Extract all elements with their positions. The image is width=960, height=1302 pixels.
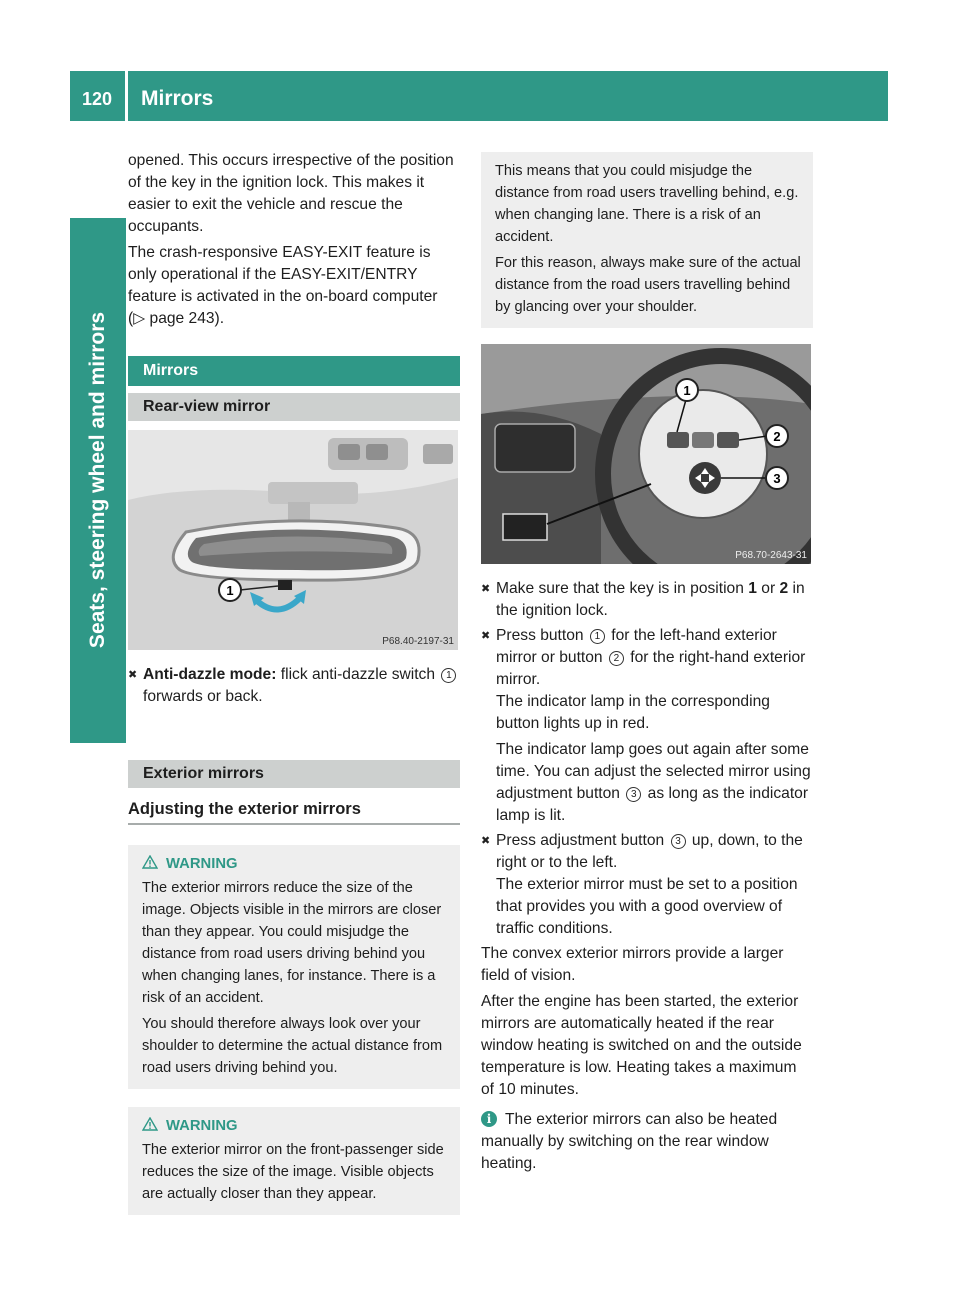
left-column bbox=[128, 150, 460, 1215]
instruction-step: ✖ Press button 1 for the left-hand exterior mirror or button 2 for the right-hand exterior mirror. The indicator lamp in the corresponding button lights up in red. The indicator lamp goes out again after some time. You can adjust the selected mirror using adjustment button 3 as long as the indicator lamp is lit. bbox=[481, 625, 813, 827]
step-arrow-icon: ✖ bbox=[128, 669, 138, 681]
callout-ref: 2 bbox=[609, 651, 624, 666]
warning-triangle-icon bbox=[142, 855, 158, 869]
paragraph: The crash-responsive EASY-EXIT feature is only operational if the EASY-EXIT/ENTRY feature is activated in the on-board computer (▷ page 243). bbox=[128, 244, 438, 327]
paragraph: opened. This occurs irrespective of the position of the key in the ignition lock. This makes it easier to exit the vehicle and rescue the occupants. bbox=[128, 152, 454, 235]
heading-adjusting-exterior-mirrors: Adjusting the exterior mirrors bbox=[128, 797, 460, 825]
warning-box bbox=[128, 1107, 460, 1215]
callout-ref: 3 bbox=[626, 787, 641, 802]
heading-exterior-mirrors: Exterior mirrors bbox=[128, 760, 460, 788]
rear-view-mirror-figure bbox=[128, 430, 458, 650]
instruction-step: ✖ Anti-dazzle mode: flick anti-dazzle switch 1 forwards or back. bbox=[128, 664, 460, 708]
figure-code: P68.70-2643-31 bbox=[735, 550, 807, 561]
step-arrow-icon: ✖ bbox=[481, 630, 491, 642]
warning-title: WARNING bbox=[166, 856, 238, 872]
warning-text: You should therefore always look over your shoulder to determine the actual distance from road users driving behind you. bbox=[142, 1016, 443, 1076]
info-icon: i bbox=[481, 1111, 497, 1127]
header-divider bbox=[125, 71, 128, 121]
info-note: i The exterior mirrors can also be heated manually by switching on the rear window heating. bbox=[481, 1111, 778, 1172]
paragraph: The convex exterior mirrors provide a larger field of vision. bbox=[481, 945, 784, 984]
rear-view-mirror-illustration bbox=[128, 430, 458, 650]
callout-ref: 3 bbox=[671, 834, 686, 849]
step-arrow-icon: ✖ bbox=[481, 835, 491, 847]
page-number: 120 bbox=[82, 89, 113, 109]
callout-2: 2 bbox=[773, 429, 781, 444]
callout-ref: 1 bbox=[590, 629, 605, 644]
warning-box bbox=[128, 845, 460, 1089]
heading-mirrors: Mirrors bbox=[128, 356, 460, 386]
step-arrow-icon: ✖ bbox=[481, 583, 491, 595]
warning-text: The exterior mirrors reduce the size of the image. Objects visible in the mirrors are closer than they appear. You could misjudge the distance from road users driving behind you when changing lanes, for instance. There is a risk of an accident. bbox=[142, 880, 442, 1006]
figure-code: P68.40-2197-31 bbox=[382, 636, 454, 647]
warning-text: For this reason, always make sure of the actual distance from the road users travelling behind by glancing over your shoulder. bbox=[495, 255, 801, 315]
warning-continuation-box bbox=[481, 152, 813, 328]
chapter-label: Seats, steering wheel and mirrors bbox=[86, 311, 109, 649]
page-reference-link[interactable]: (▷ page 243). bbox=[128, 310, 225, 327]
callout-ref: 1 bbox=[441, 668, 456, 683]
step-result: The exterior mirror must be set to a position that provides you with a good overview of traffic conditions. bbox=[496, 876, 798, 937]
step-note: The indicator lamp goes out again after some time. You can adjust the selected mirror using adjustment button 3 as long as the indicator lamp is lit. bbox=[496, 741, 811, 824]
instruction-step: ✖ Make sure that the key is in position 1 or 2 in the ignition lock. bbox=[481, 580, 805, 619]
warning-text: The exterior mirror on the front-passenger side reduces the size of the image. Visible objects are actually closer than they appear. bbox=[142, 1142, 444, 1202]
page-header-bar bbox=[70, 71, 888, 121]
callout-1: 1 bbox=[226, 583, 234, 598]
chapter-tab bbox=[70, 218, 126, 743]
warning-title: WARNING bbox=[166, 1118, 238, 1134]
paragraph: After the engine has been started, the exterior mirrors are automatically heated if the rear window heating is switched on and the outside temperature is low. Heating takes a maximum of 10 minutes. bbox=[481, 993, 802, 1098]
callout-3: 3 bbox=[773, 471, 781, 486]
warning-text: This means that you could misjudge the distance from road users travelling behind, e.g. when changing lane. There is a risk of an accident. bbox=[495, 163, 799, 245]
warning-triangle-icon bbox=[142, 1117, 158, 1131]
section-title: Mirrors bbox=[141, 87, 214, 110]
right-column bbox=[481, 150, 813, 1179]
door-control-figure bbox=[481, 344, 811, 564]
heading-rear-view-mirror: Rear-view mirror bbox=[128, 393, 460, 421]
instruction-step: ✖ Press adjustment button 3 up, down, to the right or to the left. The exterior mirror must be set to a position that provides you with a good overview of traffic conditions. bbox=[481, 832, 803, 937]
step-result: The indicator lamp in the corresponding button lights up in red. bbox=[496, 693, 770, 732]
exterior-mirror-controls-illustration bbox=[481, 344, 811, 564]
callout-1: 1 bbox=[683, 383, 691, 398]
